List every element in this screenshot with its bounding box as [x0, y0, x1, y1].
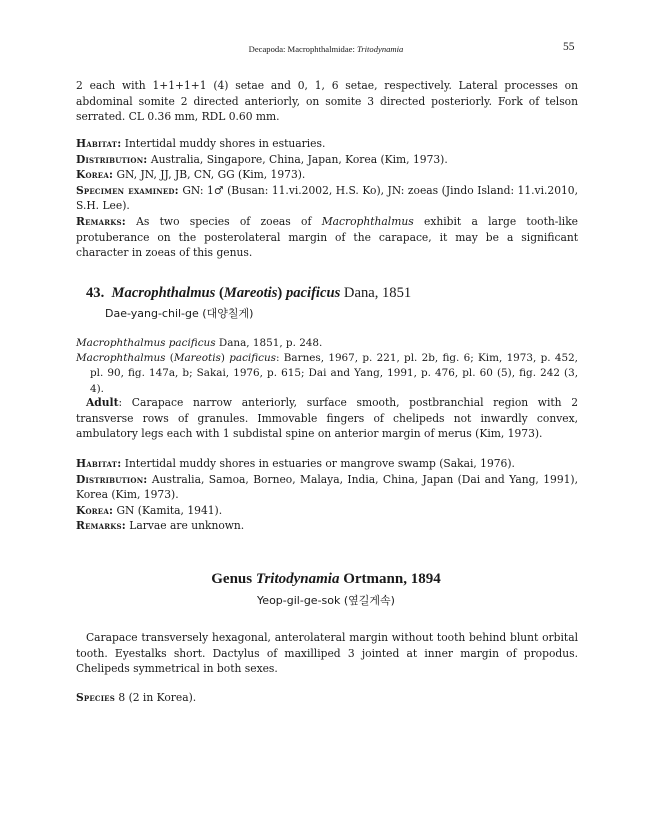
genus-author: Ortmann, 1894 — [339, 571, 441, 587]
korea-line — [76, 503, 578, 519]
genus-heading — [0, 571, 652, 588]
species-subgenus-wrap: (Mareotis) — [219, 285, 283, 301]
specimen-line — [76, 183, 578, 214]
synonymy-entry — [76, 336, 578, 351]
synonym-epithet: pacificus — [229, 352, 276, 365]
specimen-text: GN: 1♂ (Busan: 11.vi.2002, H.S. Ko), JN: zoeas (Jindo Island: 11.vi.2010, S.H. Lee). — [76, 183, 578, 213]
korea-text: GN (Kamita, 1941). — [113, 503, 223, 517]
habitat-line — [76, 456, 578, 472]
synonym-name: Macrophthalmus pacificus — [76, 337, 216, 349]
running-header-genus: Tritodynamia — [357, 44, 404, 54]
genus-species-count — [76, 690, 578, 706]
species-count-text: 8 (2 in Korea). — [114, 691, 197, 704]
species-korean-name: Dae-yang-chil-ge (대양칠게) — [105, 307, 254, 320]
distribution-label: Distribution: — [76, 472, 148, 486]
remarks-genus: Macrophthalmus — [321, 214, 414, 228]
adult-description — [76, 395, 578, 442]
korea-line — [76, 167, 578, 183]
specimen-label: Specimen examined: — [76, 183, 179, 197]
continuation-paragraph — [76, 78, 578, 125]
distribution-line — [76, 472, 578, 503]
korea-text: GN, JN, JJ, JB, CN, GG (Kim, 1973). — [113, 168, 306, 182]
remarks-text-a: As two species of zoeas of — [125, 214, 322, 228]
adult-label: Adult — [86, 396, 119, 409]
species-label: Species — [76, 691, 115, 704]
species-epithet: pacificus — [285, 285, 341, 301]
species-notes-section-2 — [76, 456, 578, 534]
species-number: 43. — [86, 285, 105, 301]
species-genus: Macrophthalmus — [111, 285, 216, 301]
remarks-text: Larvae are unknown. — [125, 519, 245, 533]
korea-label: Korea: — [76, 168, 114, 182]
habitat-label: Habitat: — [76, 457, 122, 470]
habitat-text: Intertidal muddy shores in estuaries. — [121, 137, 326, 150]
remarks-text-b: exhibit a large tooth-like protuberance on the posterolateral margin of the carapace, it may be a significant character in zoeas of this genus. — [76, 214, 578, 260]
genus-description — [76, 630, 578, 677]
page-number: 55 — [563, 41, 575, 53]
remarks-line — [76, 214, 578, 261]
running-header-text: Decapoda: Macrophthalmidae: — [248, 44, 357, 54]
distribution-text: Australia, Singapore, China, Japan, Korea (Kim, 1973). — [147, 152, 448, 166]
adult-text: : Carapace narrow anteriorly, surface smooth, postbranchial region with 2 transverse rows of granules. Immovable fingers of chelipeds not inwardly convex, ambulatory legs each with 1 subdistal spine on anterior margin of merus (Kim, 1973). — [76, 396, 578, 441]
distribution-text: Australia, Samoa, Borneo, Malaya, India, China, Japan (Dai and Yang, 1991), Korea (Kim, 1973). — [76, 472, 578, 502]
synonym-citation: Dana, 1851, p. 248. — [215, 337, 323, 349]
paragraph-text: 2 each with 1+1+1+1 (4) setae and 0, 1, 6 setae, respectively. Lateral processes on abdominal somite 2 directed anteriorly, on somite 3 directed posteriorly. Fork of telson serrated. CL 0.36 mm, RDL 0.60 mm. — [76, 79, 578, 124]
synonymy-list — [76, 336, 578, 397]
remarks-label: Remarks: — [76, 214, 126, 228]
habitat-text: Intertidal muddy shores in estuaries or mangrove swamp (Sakai, 1976). — [121, 457, 515, 470]
synonym-subgenus: Mareotis — [173, 352, 221, 365]
species-subgenus: Mareotis — [223, 285, 278, 301]
synonymy-entry: Macrophthalmus (Mareotis) pacificus: Barnes, 1967, p. 221, pl. 2b, fig. 6; Kim, 1973, p. 452, pl. 90, fig. 147a, b; Sakai, 1976, p. 615; Dai and Yang, 1991, p. 476, pl. 60 (5), fig. 242 (3, 4). — [76, 352, 578, 395]
synonym-citation: : Barnes, 1967, p. 221, pl. 2b, fig. 6; Kim, 1973, p. 452, pl. 90, fig. 147a, b; Sakai, 1976, p. 615; Dai and Yang, 1991, p. 476, pl. 60 (5), fig. 242 (3, 4). — [90, 352, 578, 395]
genus-prefix: Genus — [211, 571, 256, 587]
remarks-label: Remarks: — [76, 519, 126, 533]
distribution-line — [76, 152, 578, 168]
remarks-line — [76, 518, 578, 534]
species-notes-section-1 — [76, 136, 578, 261]
habitat-label: Habitat: — [76, 137, 122, 150]
genus-description-text: Carapace transversely hexagonal, anterolateral margin without tooth behind blunt orbital tooth. Eyestalks short. Dactylus of maxilliped 3 jointed at inner margin of propodus. Chelipeds symmetrical in both sexes. — [76, 631, 578, 676]
genus-korean-name: Yeop-gil-ge-sok (옆길게속) — [257, 594, 395, 607]
adult-paragraph — [76, 395, 578, 442]
species-heading — [86, 285, 411, 302]
species-author: Dana, 1851 — [343, 285, 412, 301]
genus-name: Tritodynamia — [255, 571, 340, 587]
synonym-genus: Macrophthalmus — [76, 352, 166, 365]
species-count-line — [76, 690, 578, 706]
distribution-label: Distribution: — [76, 152, 148, 166]
running-header — [210, 44, 442, 54]
habitat-line — [76, 136, 578, 152]
korea-label: Korea: — [76, 503, 114, 517]
